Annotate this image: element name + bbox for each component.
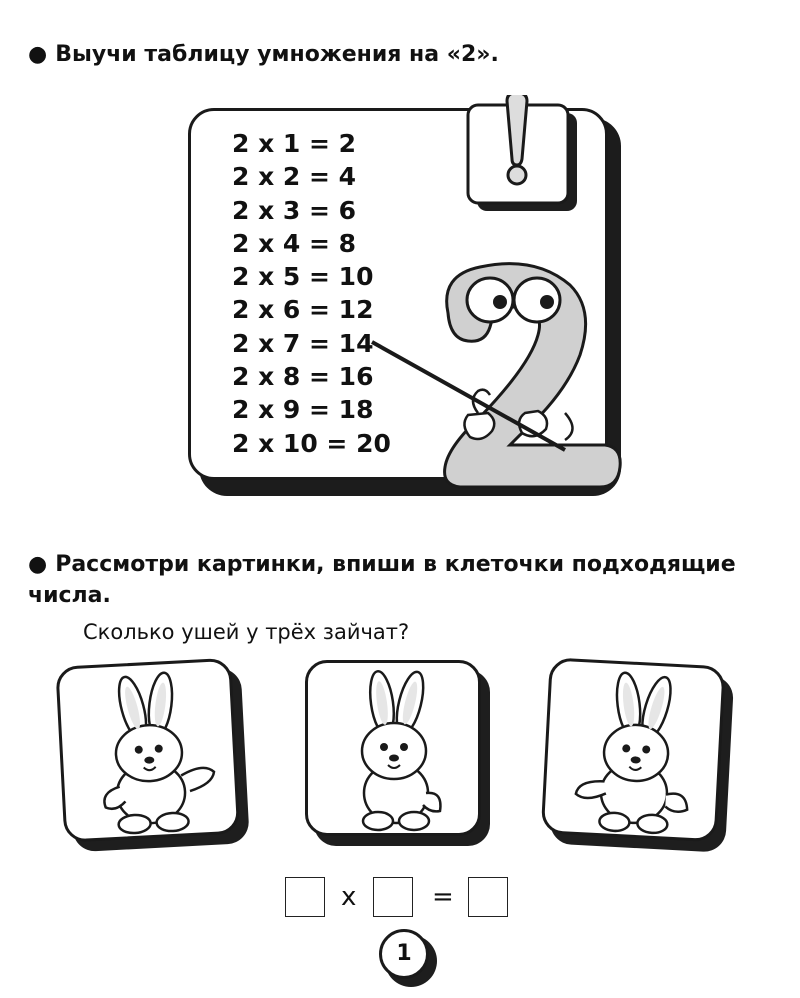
- bunny-card-1: [55, 657, 248, 850]
- table-row: 2 x 2 = 4: [232, 162, 357, 192]
- bunny-card-2: [305, 660, 489, 844]
- task-1-title: Выучи таблицу умножения на «2».: [55, 42, 499, 67]
- bunny-icon: [58, 661, 243, 846]
- table-row: 2 x 4 = 8: [232, 228, 357, 258]
- number-two-character-icon: [445, 264, 621, 487]
- task-2-heading: [28, 550, 773, 580]
- equals-sign: =: [432, 882, 454, 912]
- exclamation-sign-icon: [468, 95, 577, 211]
- answer-box-3[interactable]: [468, 877, 508, 917]
- table-row: 2 x 8 = 16: [232, 362, 374, 392]
- table-row: 2 x 5 = 10: [232, 262, 374, 292]
- table-row: 2 x 6 = 12: [232, 295, 374, 325]
- question-text: Сколько ушей у трёх зайчат?: [83, 620, 410, 644]
- table-row: 2 x 9 = 18: [232, 395, 374, 425]
- table-row: 2 x 10 = 20: [232, 428, 391, 458]
- task-2-title-continued: числа.: [28, 583, 111, 608]
- bunny-icon: [544, 660, 729, 845]
- task-2-title: Рассмотри картинки, впиши в клеточки подходящие: [55, 552, 736, 577]
- multiply-sign: x: [341, 882, 357, 912]
- cartoon-two-figure: [360, 95, 650, 515]
- bullet: ●: [28, 42, 48, 67]
- task-1-heading: [28, 40, 499, 70]
- answer-box-2[interactable]: [373, 877, 413, 917]
- bullet: ●: [28, 552, 48, 577]
- table-row: 2 x 3 = 6: [232, 195, 357, 225]
- answer-box-1[interactable]: [285, 877, 325, 917]
- bunny-icon: [308, 663, 484, 839]
- bunny-card-3: [540, 657, 733, 850]
- page-number: 1: [379, 929, 429, 979]
- table-row: 2 x 1 = 2: [232, 129, 357, 158]
- table-row: 2 x 7 = 14: [232, 328, 374, 358]
